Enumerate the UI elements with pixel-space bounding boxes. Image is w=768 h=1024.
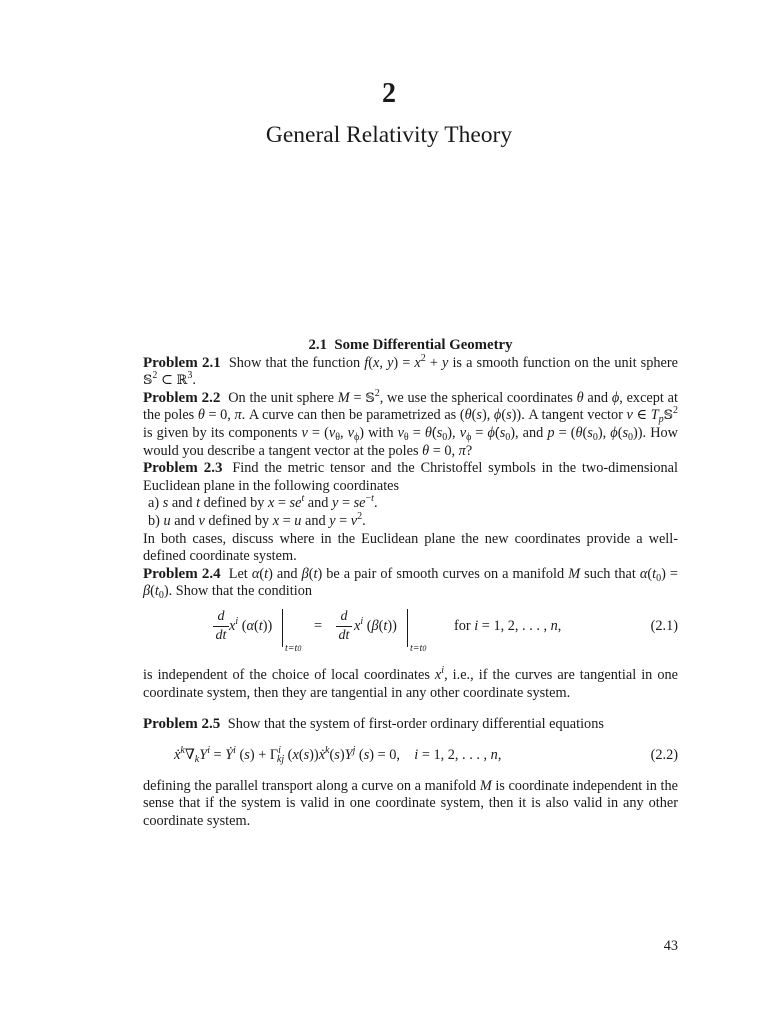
page-content	[143, 337, 678, 844]
derivative-fraction: d dt	[213, 609, 229, 644]
equation-number: (2.2)	[650, 746, 678, 763]
problem-2-2: Problem 2.2 On the unit sphere M = 𝕊$^2$, we use the spherical coordinates θ and ϕ, except at the poles θ = 0, π. A curve can then be parametrized as (θ(s), ϕ(s)). A tangent vector v ∈ $T_p𝕊^2$ is given by its components $v = (v_\theta$, $v_\phi$) with $v_\theta$ = $\thetȧ(s_0)$, $v_\phi$ = $\phi̇(s_0)$, and $p = (\theta(s_0)$, $\phi(s_0)$). How would you describe a tangent vector at the poles θ = 0, π?	[143, 387, 679, 459]
derivative-fraction: d dt	[336, 609, 352, 644]
chapter-number: 2	[382, 78, 396, 109]
chapter-title: General Relativity Theory	[265, 122, 513, 148]
problem-label: Problem 2.2	[143, 389, 221, 406]
problem-2-5: Problem 2.5 Show that the system of first-order ordinary differential equations $ẋ^k\nabla_kY^i$ = Ẏ$^i$ $(s) + \Gamma^i_{kj}$ $(x(s))ẋ^k(s)Y^j$ (s) = 0, i = 1, 2, . . . , n, (2.2) defining the parallel transport along a curve on a manifold M is coordinate independent in the sense that if the system is valid in one coordinate system, then it is also valid in any other coordinate system.	[143, 716, 679, 829]
problem-2-1: Problem 2.1 Show that the function f(x, $y) = x^2 + y$ is a smooth function on the unit sphere 𝕊$^2$ ⊂ ℝ$^3$.	[143, 352, 678, 389]
section-number: 2.1	[308, 337, 328, 353]
problem-2-3: Problem 2.3 Find the metric tensor and the Christoffel symbols in the two-dimensional Euclidean plane in the following coordinates a) s and t defined by $x = se^t$ and $y = se^{-t}$. b) u and v defined by x = u and $y = v^2$. In both cases, discuss where in the Euclidean plane the new coordinates provide a well-defined coordinate system.	[143, 460, 678, 565]
problem-label: Problem 2.1	[143, 354, 221, 371]
problem-label: Problem 2.4	[143, 565, 221, 582]
equation-number: (2.1)	[650, 617, 678, 634]
problem-label: Problem 2.3	[143, 460, 223, 477]
section-title: Some Differential Geometry	[334, 337, 513, 353]
equation-2-1: d dt $x^i$ (α(t)) t=t0 = d dt $x^i$ (β(t)) t=t0 for i = 1, 2, . . . , n, (2.1)	[143, 609, 678, 659]
page-number: 43	[663, 938, 678, 954]
section-heading	[143, 337, 678, 355]
problem-2-4: Problem 2.4 Let α(t) and β(t) be a pair of smooth curves on a manifold M such that $\alpha(t_0) = \beta(t_0)$. Show that the condition d dt $x^i$ (α(t)) t=t0 = d dt $x^i$ (β(t)) t=t0 for i = 1, 2, . . . , n, (2.1) is independent of the choice of local coordinates $x^i$, i.e., if the curves are tangential in one coordinate system, then they are tangential in any other coordinate system.	[143, 565, 679, 701]
equation-2-2: $ẋ^k\nabla_kY^i$ = Ẏ$^i$ $(s) + \Gamma^i_{kj}$ $(x(s))ẋ^k(s)Y^j$ (s) = 0, i = 1, 2, . . . , n, (2.2)	[174, 744, 678, 765]
problem-label: Problem 2.5	[143, 716, 221, 733]
